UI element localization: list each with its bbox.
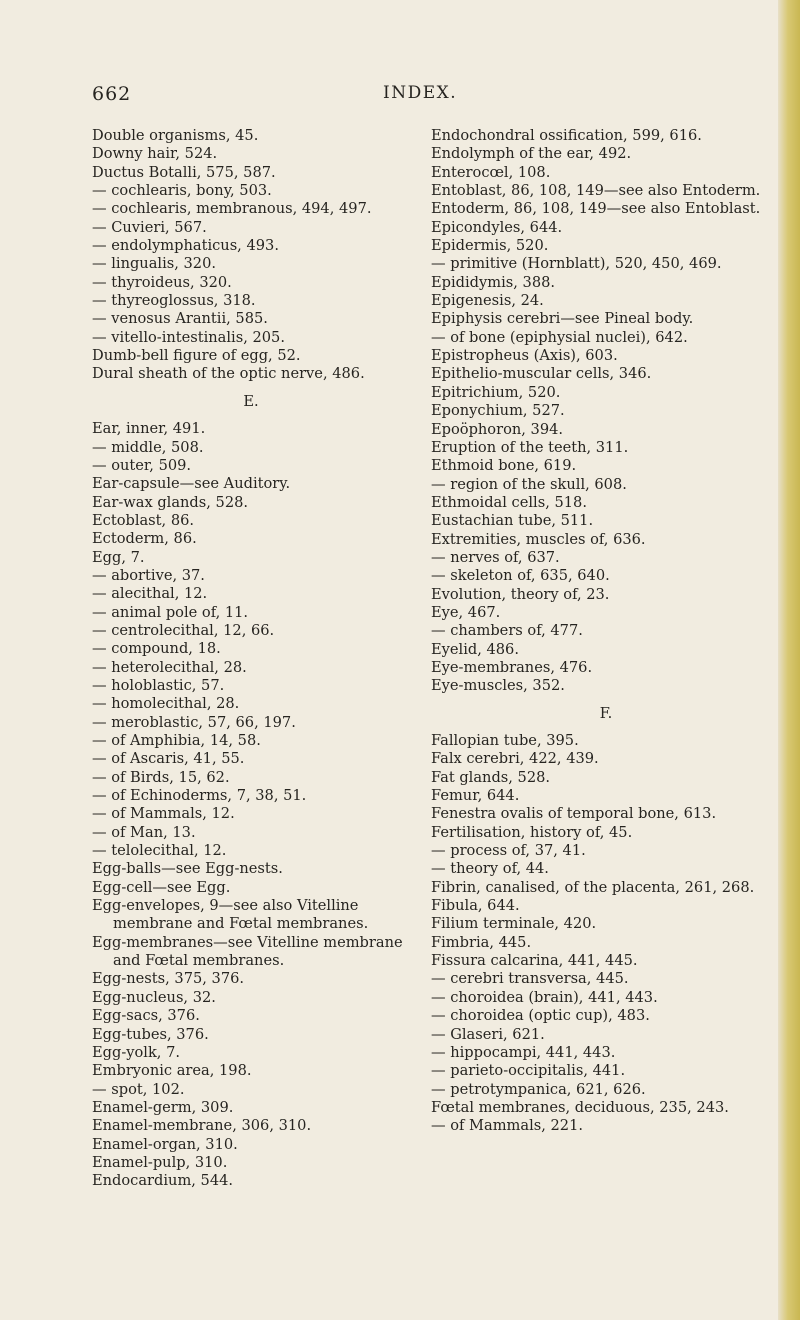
index-entry: Epitrichium, 520.: [431, 383, 561, 401]
index-entry: — thyroideus, 320.: [92, 273, 232, 291]
index-entry: Ethmoid bone, 619.: [431, 457, 577, 475]
index-entry: Dural sheath of the optic nerve, 486.: [92, 365, 365, 383]
index-entry: Eye-muscles, 352.: [431, 677, 565, 695]
index-entry: — animal pole of, 11.: [92, 603, 249, 621]
right-e-entries: [431, 127, 781, 696]
index-entry: Endocardium, 544.: [92, 1172, 234, 1190]
index-entry: Entoderm, 86, 108, 149—see also Entoblast.: [431, 200, 761, 218]
index-entry: — thyreoglossus, 318.: [92, 292, 256, 310]
index-entry: — skeleton of, 635, 640.: [431, 567, 610, 585]
index-entry: — Glaseri, 621.: [431, 1025, 545, 1043]
index-entry: — parieto-occipitalis, 441.: [431, 1062, 626, 1080]
index-entry: — abortive, 37.: [92, 566, 205, 584]
index-entry: Filium terminale, 420.: [431, 915, 597, 933]
index-entry: Endochondral ossification, 599, 616.: [431, 127, 702, 144]
index-entry: Enamel-pulp, 310.: [92, 1153, 228, 1171]
index-entry: Fœtal membranes, deciduous, 235, 243.: [431, 1098, 729, 1116]
index-entry: Ectoderm, 86.: [92, 530, 197, 548]
index-entry: Falx cerebri, 422, 439.: [431, 750, 599, 768]
index-entry: Egg-membranes—see Vitelline membrane and Fœtal membranes.: [92, 933, 403, 970]
right-column: [431, 127, 781, 1136]
index-entry: Egg-yolk, 7.: [92, 1043, 181, 1061]
index-entry: Ear-wax glands, 528.: [92, 493, 249, 511]
index-entry: Eye, 467.: [431, 603, 501, 621]
index-entry: Fibrin, canalised, of the placenta, 261, 268.: [431, 878, 755, 896]
index-entry: Epithelio-muscular cells, 346.: [431, 365, 652, 383]
index-entry: — holoblastic, 57.: [92, 676, 225, 694]
index-entry: — meroblastic, 57, 66, 197.: [92, 713, 296, 731]
index-entry: — middle, 508.: [92, 438, 204, 456]
index-entry: — heterolecithal, 28.: [92, 658, 247, 676]
index-entry: Epistropheus (Axis), 603.: [431, 347, 618, 365]
index-entry: Ear-capsule—see Auditory.: [92, 475, 291, 493]
left-d-entries: [92, 127, 410, 384]
right-f-entries: [431, 732, 781, 1136]
index-entry: Epicondyles, 644.: [431, 218, 563, 236]
index-entry: Entoblast, 86, 108, 149—see also Entoderm.: [431, 182, 761, 200]
index-entry: Fenestra ovalis of temporal bone, 613.: [431, 805, 717, 823]
index-entry: Downy hair, 524.: [92, 145, 218, 163]
page-number: 662: [92, 83, 132, 105]
index-entry: — of bone (epiphysial nuclei), 642.: [431, 328, 688, 346]
page-header: [0, 83, 800, 107]
index-entry: — nerves of, 637.: [431, 548, 560, 566]
index-entry: Ectoblast, 86.: [92, 511, 195, 529]
index-entry: — choroidea (optic cup), 483.: [431, 1007, 650, 1025]
index-entry: — of Mammals, 12.: [92, 805, 235, 823]
index-entry: Egg-nests, 375, 376.: [92, 970, 245, 988]
index-entry: Egg-nucleus, 32.: [92, 988, 216, 1006]
index-entry: — cerebri transversa, 445.: [431, 970, 629, 988]
index-entry: Fimbria, 445.: [431, 933, 532, 951]
index-entry: — vitello-intestinalis, 205.: [92, 328, 285, 346]
index-entry: — hippocampi, 441, 443.: [431, 1043, 616, 1061]
index-entry: — of Birds, 15, 62.: [92, 768, 230, 786]
index-entry: — of Ascaris, 41, 55.: [92, 750, 245, 768]
index-entry: Ethmoidal cells, 518.: [431, 493, 587, 511]
index-entry: — process of, 37, 41.: [431, 842, 586, 860]
index-entry: Fertilisation, history of, 45.: [431, 823, 633, 841]
index-entry: Egg-balls—see Egg-nests.: [92, 860, 283, 878]
running-head: INDEX.: [383, 83, 458, 103]
index-entry: — telolecithal, 12.: [92, 842, 227, 860]
index-entry: — of Man, 13.: [92, 823, 196, 841]
index-entry: — compound, 18.: [92, 640, 221, 658]
index-entry: — centrolecithal, 12, 66.: [92, 621, 275, 639]
index-entry: Epigenesis, 24.: [431, 292, 544, 310]
index-entry: — cochlearis, bony, 503.: [92, 182, 272, 200]
index-entry: Egg-cell—see Egg.: [92, 878, 231, 896]
index-entry: — region of the skull, 608.: [431, 475, 627, 493]
index-entry: Egg-tubes, 376.: [92, 1025, 209, 1043]
index-entry: Egg-envelopes, 9—see also Vitelline membrane and Fœtal membranes.: [92, 897, 369, 933]
index-entry: Femur, 644.: [431, 787, 520, 805]
index-entry: Enamel-organ, 310.: [92, 1135, 238, 1153]
index-entry: Enamel-germ, 309.: [92, 1098, 234, 1116]
index-entry: — cochlearis, membranous, 494, 497.: [92, 200, 372, 218]
index-entry: Epidermis, 520.: [431, 237, 549, 255]
index-entry: Epoöphoron, 394.: [431, 420, 564, 438]
index-entry: — primitive (Hornblatt), 520, 450, 469.: [431, 255, 722, 273]
index-entry: Fat glands, 528.: [431, 768, 551, 786]
index-entry: Enamel-membrane, 306, 310.: [92, 1117, 312, 1135]
left-e-entries: [92, 420, 410, 1190]
index-entry: — choroidea (brain), 441, 443.: [431, 988, 658, 1006]
index-entry: Egg, 7.: [92, 548, 145, 566]
index-entry: — lingualis, 320.: [92, 255, 217, 273]
index-entry: Egg-sacs, 376.: [92, 1007, 200, 1025]
index-entry: Eponychium, 527.: [431, 402, 565, 420]
index-entry: Fallopian tube, 395.: [431, 732, 579, 749]
index-entry: — of Mammals, 221.: [431, 1117, 584, 1135]
index-entry: Ductus Botalli, 575, 587.: [92, 163, 276, 181]
index-entry: Enterocœl, 108.: [431, 163, 551, 181]
index-entry: Double organisms, 45.: [92, 127, 259, 144]
index-entry: Ear, inner, 491.: [92, 420, 206, 438]
index-entry: Epiphysis cerebri—see Pineal body.: [431, 310, 694, 328]
index-entry: Extremities, muscles of, 636.: [431, 530, 646, 548]
index-entry: — endolymphaticus, 493.: [92, 237, 279, 255]
index-entry: Epididymis, 388.: [431, 273, 556, 291]
left-column: [92, 127, 410, 1191]
index-entry: Fissura calcarina, 441, 445.: [431, 952, 638, 970]
index-entry: Eruption of the teeth, 311.: [431, 438, 629, 456]
index-entry: Eyelid, 486.: [431, 640, 519, 658]
section-letter-f: F.: [599, 704, 613, 722]
index-entry: Evolution, theory of, 23.: [431, 585, 610, 603]
index-entry: — outer, 509.: [92, 456, 192, 474]
index-entry: Dumb-bell figure of egg, 52.: [92, 347, 301, 365]
index-entry: Eye-membranes, 476.: [431, 658, 593, 676]
index-entry: — of Echinoderms, 7, 38, 51.: [92, 787, 307, 805]
section-letter-e: E.: [243, 392, 259, 410]
index-entry: Endolymph of the ear, 492.: [431, 145, 632, 163]
index-entry: — of Amphibia, 14, 58.: [92, 732, 261, 749]
page-edge: [778, 0, 800, 1320]
index-entry: — petrotympanica, 621, 626.: [431, 1080, 646, 1098]
index-entry: — theory of, 44.: [431, 860, 549, 878]
index-entry: — venosus Arantii, 585.: [92, 310, 268, 328]
index-entry: Eustachian tube, 511.: [431, 512, 594, 530]
index-entry: — alecithal, 12.: [92, 585, 208, 603]
index-entry: — spot, 102.: [92, 1080, 185, 1098]
index-entry: Fibula, 644.: [431, 897, 520, 915]
index-entry: — chambers of, 477.: [431, 622, 583, 640]
index-entry: — homolecithal, 28.: [92, 695, 240, 713]
index-entry: — Cuvieri, 567.: [92, 218, 207, 236]
index-entry: Embryonic area, 198.: [92, 1062, 252, 1080]
